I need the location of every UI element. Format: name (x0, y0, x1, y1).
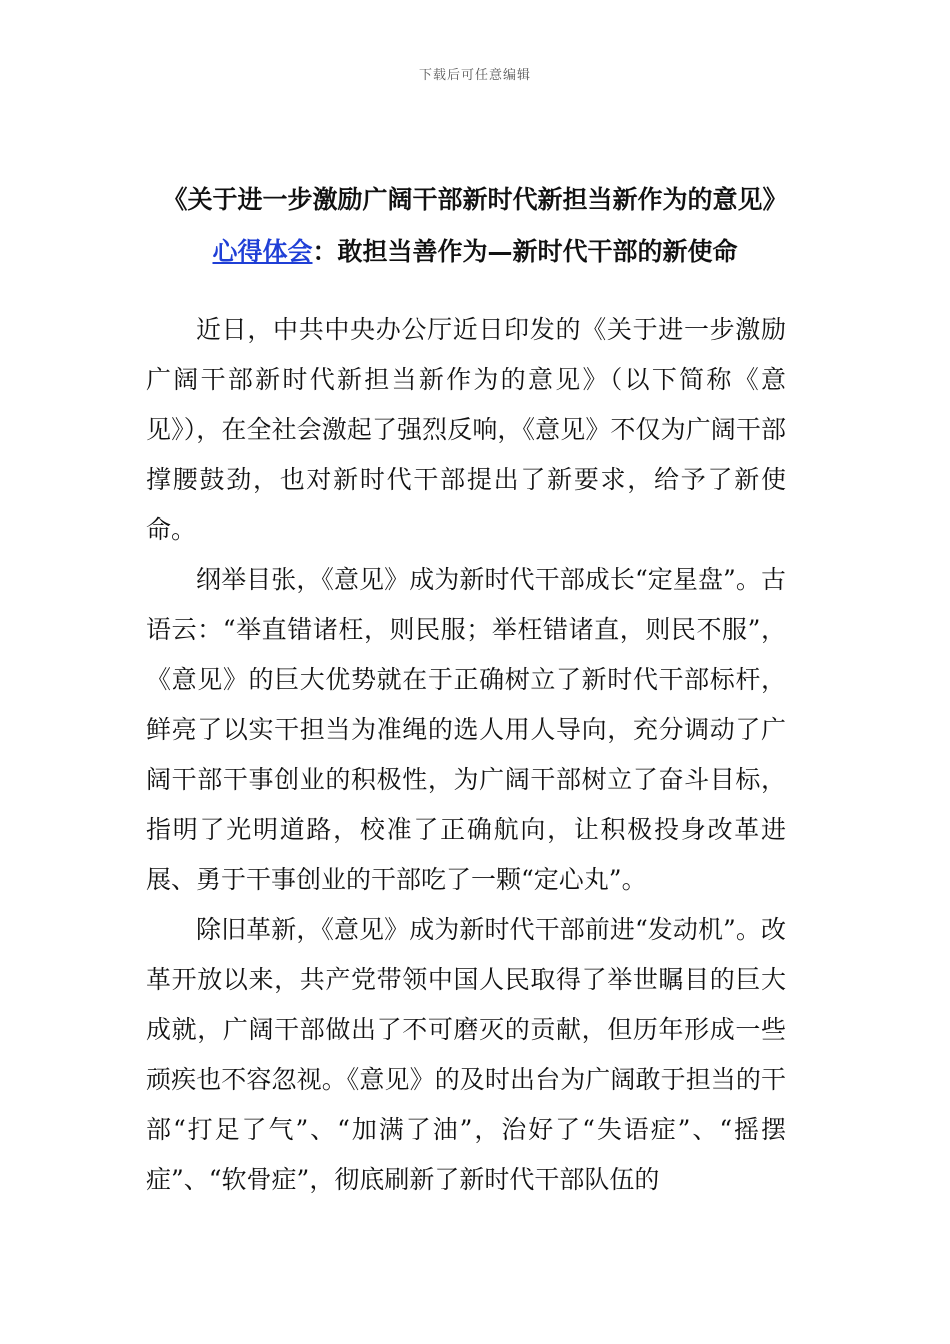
paragraph-1: 近日，中共中央办公厅近日印发的《关于进一步激励广阔干部新时代新担当新作为的意见》（以下简称《意见》），在全社会激起了强烈反响，《意见》不仅为广阔干部撑腰鼓劲，也对新时代干部提出了新要求，给予了新使命。 (146, 315, 786, 544)
xinde-tihui-link[interactable]: 心得体会 (212, 237, 313, 266)
paragraph-2: 纲举目张，《意见》成为新时代干部成长“定星盘”。古语云：“举直错诸枉，则民服；举枉错诸直，则民不服”，《意见》的巨大优势就在于正确树立了新时代干部标杆，鲜亮了以实干担当为准绳的选人用人导向，充分调动了广阔干部干事创业的积极性，为广阔干部树立了奋斗目标，指明了光明道路，校准了正确航向，让积极投身改革进展、勇于干事创业的干部吃了一颗“定心丸”。 (146, 565, 786, 894)
document-subtitle (0, 232, 950, 268)
subtitle-text: ：敢担当善作为—新时代干部的新使命 (312, 237, 738, 266)
document-title: 《关于进一步激励广阔干部新时代新担当新作为的意见》 (162, 185, 788, 214)
paragraph-3: 除旧革新，《意见》成为新时代干部前进“发动机”。改革开放以来，共产党带领中国人民取得了举世瞩目的巨大成就，广阔干部做出了不可磨灭的贡献，但历年形成一些顽疾也不容忽视。《意见》的及时出台为广阔敢于担当的干部“打足了气”、“加满了油”，治好了“失语症”、“摇摆症”、“软骨症”，彻底刷新了新时代干部队伍的 (146, 915, 786, 1194)
page-header-note: 下载后可任意编辑 (418, 68, 531, 83)
document-body (146, 305, 786, 1205)
